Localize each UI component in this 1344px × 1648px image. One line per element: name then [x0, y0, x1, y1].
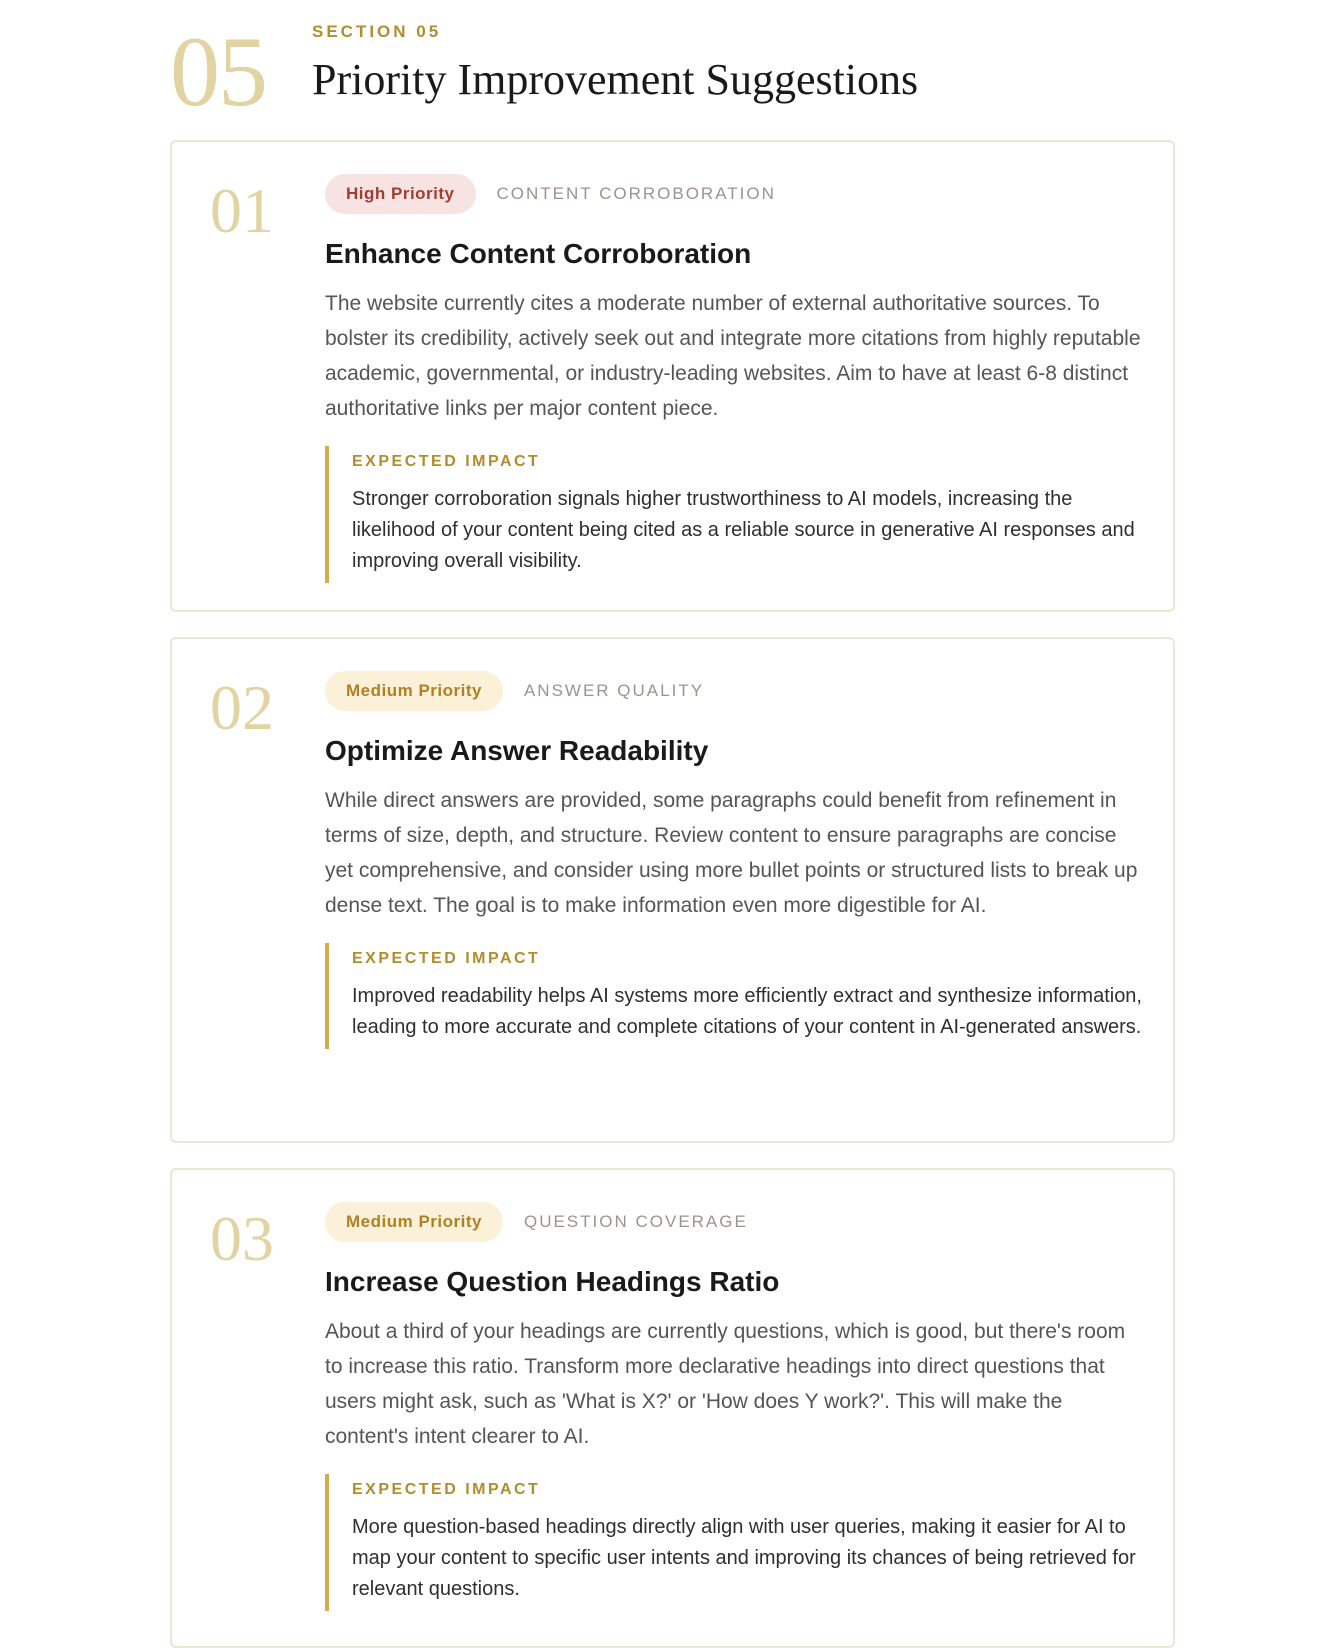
- suggestion-body: [325, 671, 1145, 1049]
- suggestion-title: Optimize Answer Readability: [325, 735, 709, 766]
- suggestion-card: [170, 140, 1175, 612]
- suggestion-meta: [325, 671, 1145, 711]
- expected-impact: [325, 446, 1145, 583]
- suggestion-meta: [325, 1202, 1145, 1242]
- priority-badge: Medium Priority: [325, 671, 503, 711]
- expected-impact-label: EXPECTED IMPACT: [352, 453, 541, 470]
- expected-impact-text: Stronger corroboration signals higher trustworthiness to AI models, increasing the likelihood of your content being cited as a reliable source in generative AI responses and improving overall visibility.: [352, 488, 1135, 572]
- section-number: 05: [170, 16, 266, 127]
- category-label: CONTENT CORROBORATION: [496, 184, 776, 203]
- suggestion-description: While direct answers are provided, some paragraphs could benefit from refinement in terms of size, depth, and structure. Review content to ensure paragraphs are concise yet comprehensive, and consider using more bullet points or structured lists to break up dense text. The goal is to make information even more digestible for AI.: [325, 789, 1138, 917]
- category-label: ANSWER QUALITY: [523, 681, 705, 700]
- expected-impact: [325, 1474, 1145, 1611]
- suggestion-number: 03: [210, 1203, 274, 1274]
- suggestion-meta: [325, 174, 1145, 214]
- suggestion-number: 02: [210, 672, 274, 743]
- section-title: Priority Improvement Suggestions: [312, 55, 919, 104]
- suggestion-description: The website currently cites a moderate number of external authoritative sources. To bolster its credibility, actively seek out and integrate more citations from highly reputable academic, governmental, or industry-leading websites. Aim to have at least 6-8 distinct authoritative links per major content piece.: [325, 292, 1141, 420]
- expected-impact-label: EXPECTED IMPACT: [352, 950, 541, 967]
- expected-impact-text: More question-based headings directly align with user queries, making it easier for AI to map your content to specific user intents and improving its chances of being retrieved for relevant questions.: [352, 1516, 1136, 1600]
- suggestion-title: Enhance Content Corroboration: [325, 238, 752, 269]
- suggestion-card: [170, 1168, 1175, 1648]
- expected-impact-label: EXPECTED IMPACT: [352, 1481, 541, 1498]
- expected-impact-text: Improved readability helps AI systems more efficiently extract and synthesize information, leading to more accurate and complete citations of your content in AI-generated answers.: [352, 985, 1142, 1038]
- suggestion-number: 01: [210, 175, 274, 246]
- priority-badge: Medium Priority: [325, 1202, 503, 1242]
- suggestion-card: [170, 637, 1175, 1143]
- section-eyebrow: SECTION 05: [312, 22, 442, 41]
- expected-impact: [325, 943, 1145, 1049]
- priority-badge: High Priority: [325, 174, 476, 214]
- suggestion-title: Increase Question Headings Ratio: [325, 1266, 780, 1297]
- category-label: QUESTION COVERAGE: [523, 1212, 748, 1231]
- suggestion-description: About a third of your headings are currently questions, which is good, but there's room to increase this ratio. Transform more declarative headings into direct questions that users might ask, such as 'What is X?' or 'How does Y work?'. This will make the content's intent clearer to AI.: [325, 1320, 1126, 1448]
- suggestion-body: [325, 174, 1145, 583]
- suggestion-body: [325, 1202, 1145, 1611]
- section-header: [170, 14, 1180, 127]
